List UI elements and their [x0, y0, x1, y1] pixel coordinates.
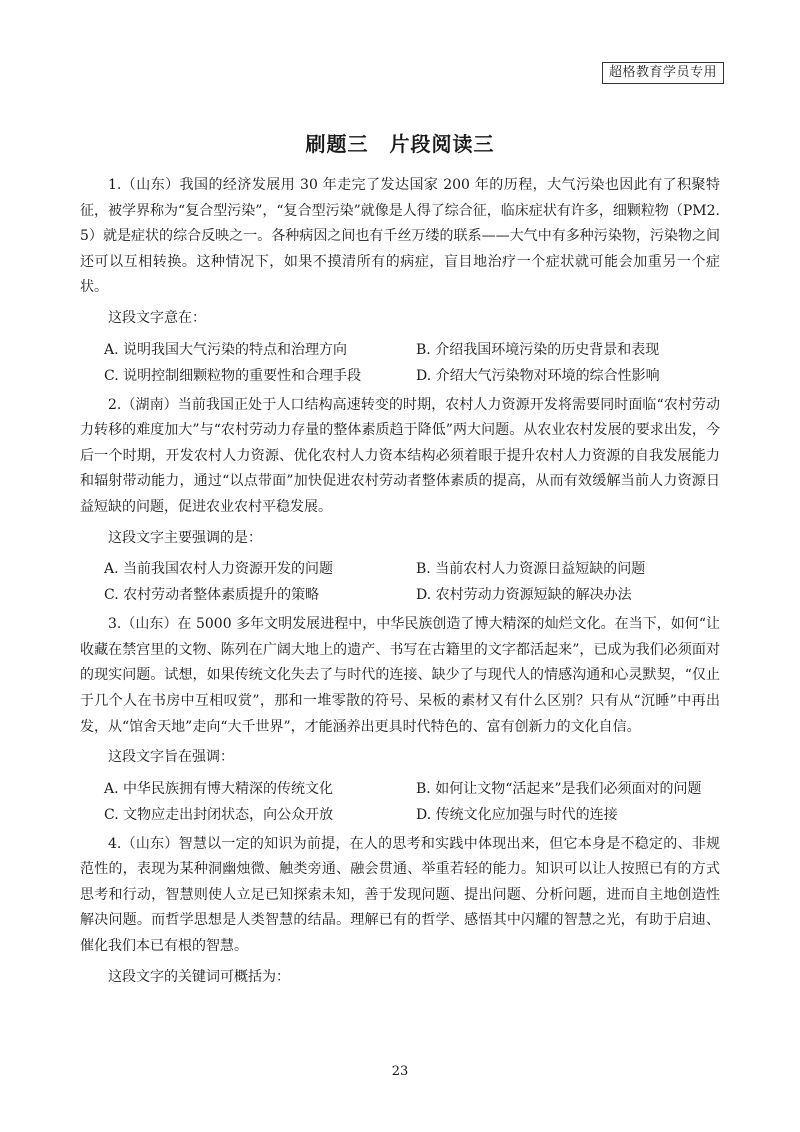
- options-list: [80, 556, 720, 608]
- watermark-badge: 超格教育学员专用: [602, 62, 724, 84]
- option-b: B. 当前农村人力资源日益短缺的问题: [416, 561, 646, 578]
- questions-section: [80, 173, 720, 995]
- page-title: 刷题三 片段阅读三: [305, 132, 495, 156]
- question-4: [80, 832, 720, 991]
- question-prompt: 这段文字主要强调的是：: [108, 529, 262, 546]
- question-prompt: 这段文字旨在强调：: [108, 749, 234, 766]
- option-b: B. 如何让文物“活起来”是我们必须面对的问题: [416, 780, 702, 797]
- question-prompt: 这段文字的关键词可概括为：: [108, 968, 290, 985]
- question-prompt: 这段文字意在：: [108, 309, 206, 326]
- question-2: [80, 393, 720, 609]
- option-c: C. 说明控制细颗粒物的重要性和合理手段: [104, 367, 362, 384]
- page-number: 23: [391, 1064, 409, 1079]
- option-b: B. 介绍我国环境污染的历史背景和表现: [416, 341, 660, 358]
- options-list: [80, 776, 720, 828]
- option-a: A. 中华民族拥有博大精深的传统文化: [104, 780, 334, 797]
- question-text: 2.（湖南）当前我国正处于人口结构高速转变的时期，农村人力资源开发将需要同时面临“农村劳动力转移的难度加大”与“农村劳动力存量的整体素质趋于降低”两大问题。从农业农村发展的要求出发，今后一个时期，开发农村人力资源、优化农村人力资本结构必须着眼于提升农村人力资源的自我发展能力和辐射带动能力，通过“以点带面”加快促进农村劳动者整体素质的提高，从而有效缓解当前人力资源日益短缺的问题，促进农业农村平稳发展。: [80, 396, 720, 515]
- option-c: C. 农村劳动者整体素质提升的策略: [104, 587, 320, 604]
- options-list: [80, 337, 720, 389]
- option-d: D. 农村劳动力资源短缺的解决办法: [416, 587, 632, 604]
- question-3: [80, 612, 720, 828]
- option-c: C. 文物应走出封闭状态，向公众开放: [104, 806, 334, 823]
- question-text: 3.（山东）在 5000 多年文明发展进程中，中华民族创造了博大精深的灿烂文化。在当下，如何“让收藏在禁宫里的文物、陈列在广阔大地上的遗产、书写在古籍里的文字都活起来”，已成为我们必须面对的现实问题。试想，如果传统文化失去了与时代的连接、缺少了与现代人的情感沟通和心灵默契，“仅止于几个人在书房中互相叹赏”，那和一堆零散的符号、呆板的素材又有什么区别？只有从“沉睡”中再出发，从“馆舍天地”走向“大千世界”，才能涵养出更具时代特色的、富有创新力的文化自信。: [80, 616, 720, 735]
- question-1: [80, 173, 720, 389]
- option-d: D. 介绍大气污染物对环境的综合性影响: [416, 367, 660, 384]
- option-a: A. 当前我国农村人力资源开发的问题: [104, 561, 334, 578]
- option-d: D. 传统文化应加强与时代的连接: [416, 806, 618, 823]
- question-text: 1.（山东）我国的经济发展用 30 年走完了发达国家 200 年的历程，大气污染也因此有了积聚特征，被学界称为“复合型污染”，“复合型污染”就像是人得了综合征，临床症状有许多，细颗粒物（PM2. 5）就是症状的综合反映之一。各种病因之间也有千丝万缕的联系——大气中有多种污染物，污染物之间还可以互相转换。这种情况下，如果不摸清所有的病症，盲目地治疗一个症状就可能会加重另一个症状。: [80, 177, 720, 296]
- question-text: 4.（山东）智慧以一定的知识为前提，在人的思考和实践中体现出来，但它本身是不稳定的、非规范性的，表现为某种洞幽烛微、触类旁通、融会贯通、举重若轻的能力。知识可以让人按照已有的方式思考和行动，智慧则使人立足已知探索未知，善于发现问题、提出问题、分析问题，进而自主地创造性解决问题。而哲学思想是人类智慧的结晶。理解已有的哲学、感悟其中闪耀的智慧之光，有助于启迪、催化我们本已有根的智慧。: [80, 835, 720, 955]
- option-a: A. 说明我国大气污染的特点和治理方向: [104, 341, 348, 358]
